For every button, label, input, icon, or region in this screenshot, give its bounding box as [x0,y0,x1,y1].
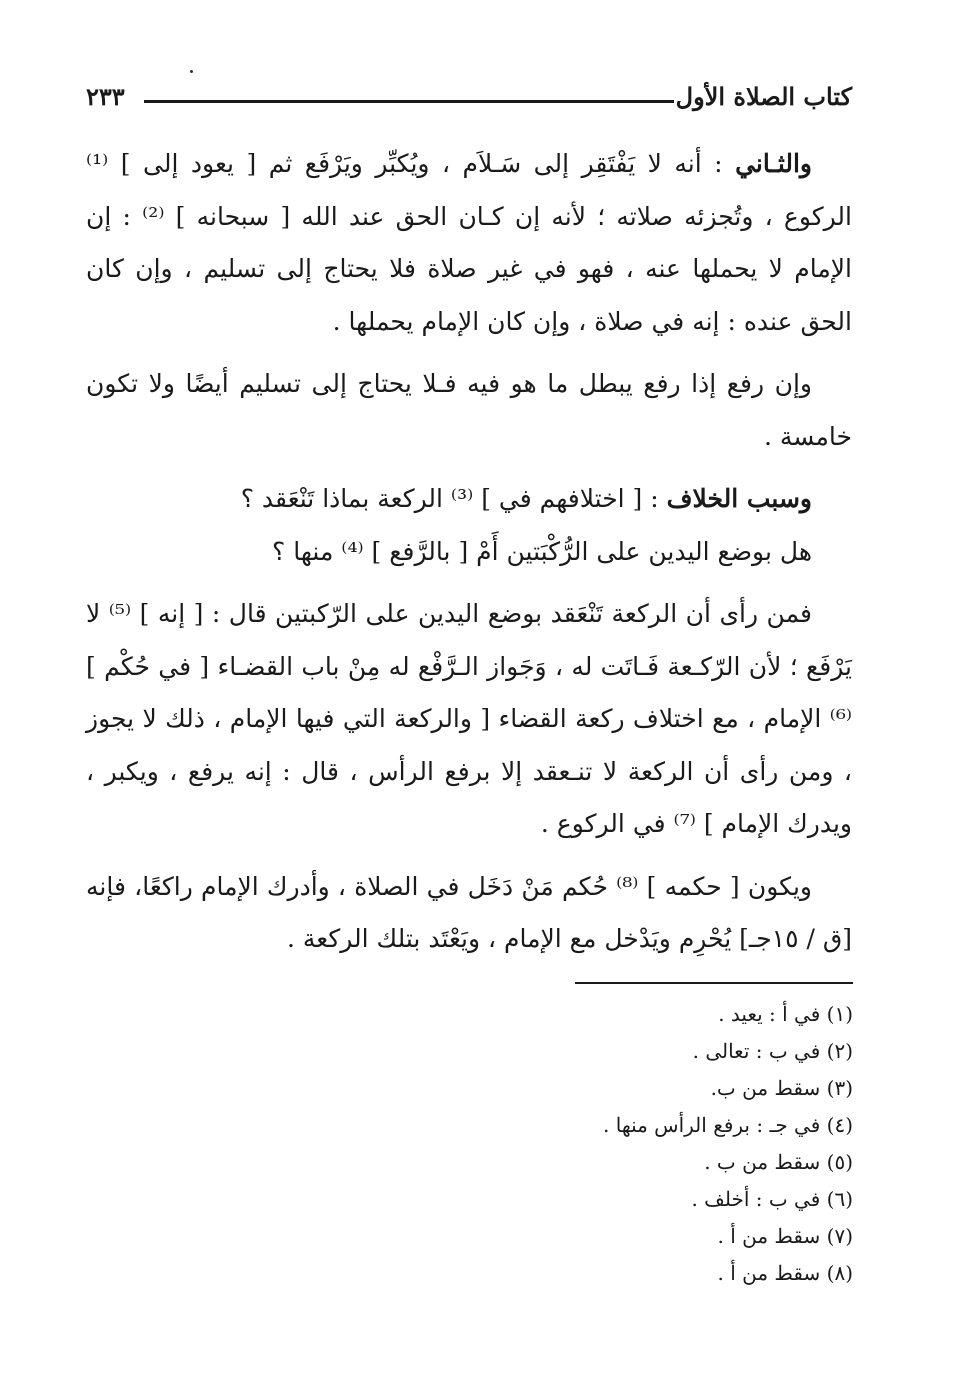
paragraph-3-text: : [ اختلافهم في ] ⁽³⁾ الركعة بماذا تَنْعَقد ؟ [240,484,659,513]
paragraph-1-text: : أنه لا يَفْتَقِر إلى سَـلاَم ، ويُكبِّر ويَرْفَع ثم [ يعود إلى ] ⁽¹⁾ الركوع ، وتُجزئه صلاته ؛ لأنه إن كـان الحق عند الله [ سبحانه ] ⁽²⁾ : إن الإمام لا يحملها عنه ، فهو في غير صلاة فلا يحتاج إلى تسليم ، وإن كان الحق عنده : إنه في صلاة ، وإن كان الإمام يحملها . [86,149,852,336]
paragraph-3 [86,473,852,526]
page-header [86,78,852,118]
running-title: كتاب الصلاة الأول [675,82,852,111]
footnote-1: (١) في أ : يعيد . [718,1002,853,1026]
keyword-second: والثـاني [735,149,812,178]
paragraph-2 [86,358,852,463]
footnote-8: (٨) سقط من أ . [717,1261,853,1285]
keyword-reason: وسبب الخلاف [666,484,812,513]
footnote-4: (٤) في جـ : برفع الرأس منها . [603,1113,853,1137]
footnote-7: (٧) سقط من أ . [717,1224,853,1248]
paragraph-5 [86,588,852,851]
footnote-rule [575,982,853,984]
footnote-2: (٢) في ب : تعالى . [692,1039,853,1063]
footnotes-list [253,996,853,1292]
paragraph-1 [86,138,852,348]
paragraph-4 [86,526,852,579]
scan-speck [190,70,193,73]
footnote-6: (٦) في ب : أخلف . [691,1187,853,1211]
footnote-5: (٥) سقط من ب . [704,1150,853,1174]
paragraph-4-text: هل بوضع اليدين على الرُّكْبَتين أَمْ [ بالرَّفع ] ⁽⁴⁾ منها ؟ [272,536,812,566]
paragraph-5-text: فمن رأى أن الركعة تَنْعَقد بوضع اليدين على الرّكبتين قال : [ إنه ] ⁽⁵⁾ لا يَرْفَع ؛ لأن الرّكـعة فَـاتَت له ، وَجَواز الـرَّفْع له مِنْ باب القضـاء [ في حُكْم ] ⁽⁶⁾ الإمام ، مع اختلاف ركعة القضاء [ والركعة التي فيها الإمام ، ذلك لا يجوز ، ومن رأى أن الركعة لا تنـعقد إلا برفع الرأس ، قال : إنه يرفع ، ويكبر ، ويدرك الإمام ] ⁽⁷⁾ في الركوع . [86,599,852,838]
paragraph-6-text: ويكون [ حكمه ] ⁽⁸⁾ حُكم مَنْ دَخَل في الصلاة ، وأدرك الإمام راكعًا، فإنه [ق / ١٥جـ] يُحْرِم ويَدْخل مع الإمام ، ويَعْتَد بتلك الركعة . [86,871,852,953]
paragraph-6 [86,861,852,966]
page-number: ٢٣٣ [86,82,125,111]
main-text [86,138,852,976]
header-rule [144,100,674,103]
footnote-3: (٣) سقط من ب. [710,1076,853,1100]
paragraph-2-text: وإن رفع إذا رفع يبطل ما هو فيه فـلا يحتاج إلى تسليم أيضًا ولا تكون خامسة . [86,369,852,451]
